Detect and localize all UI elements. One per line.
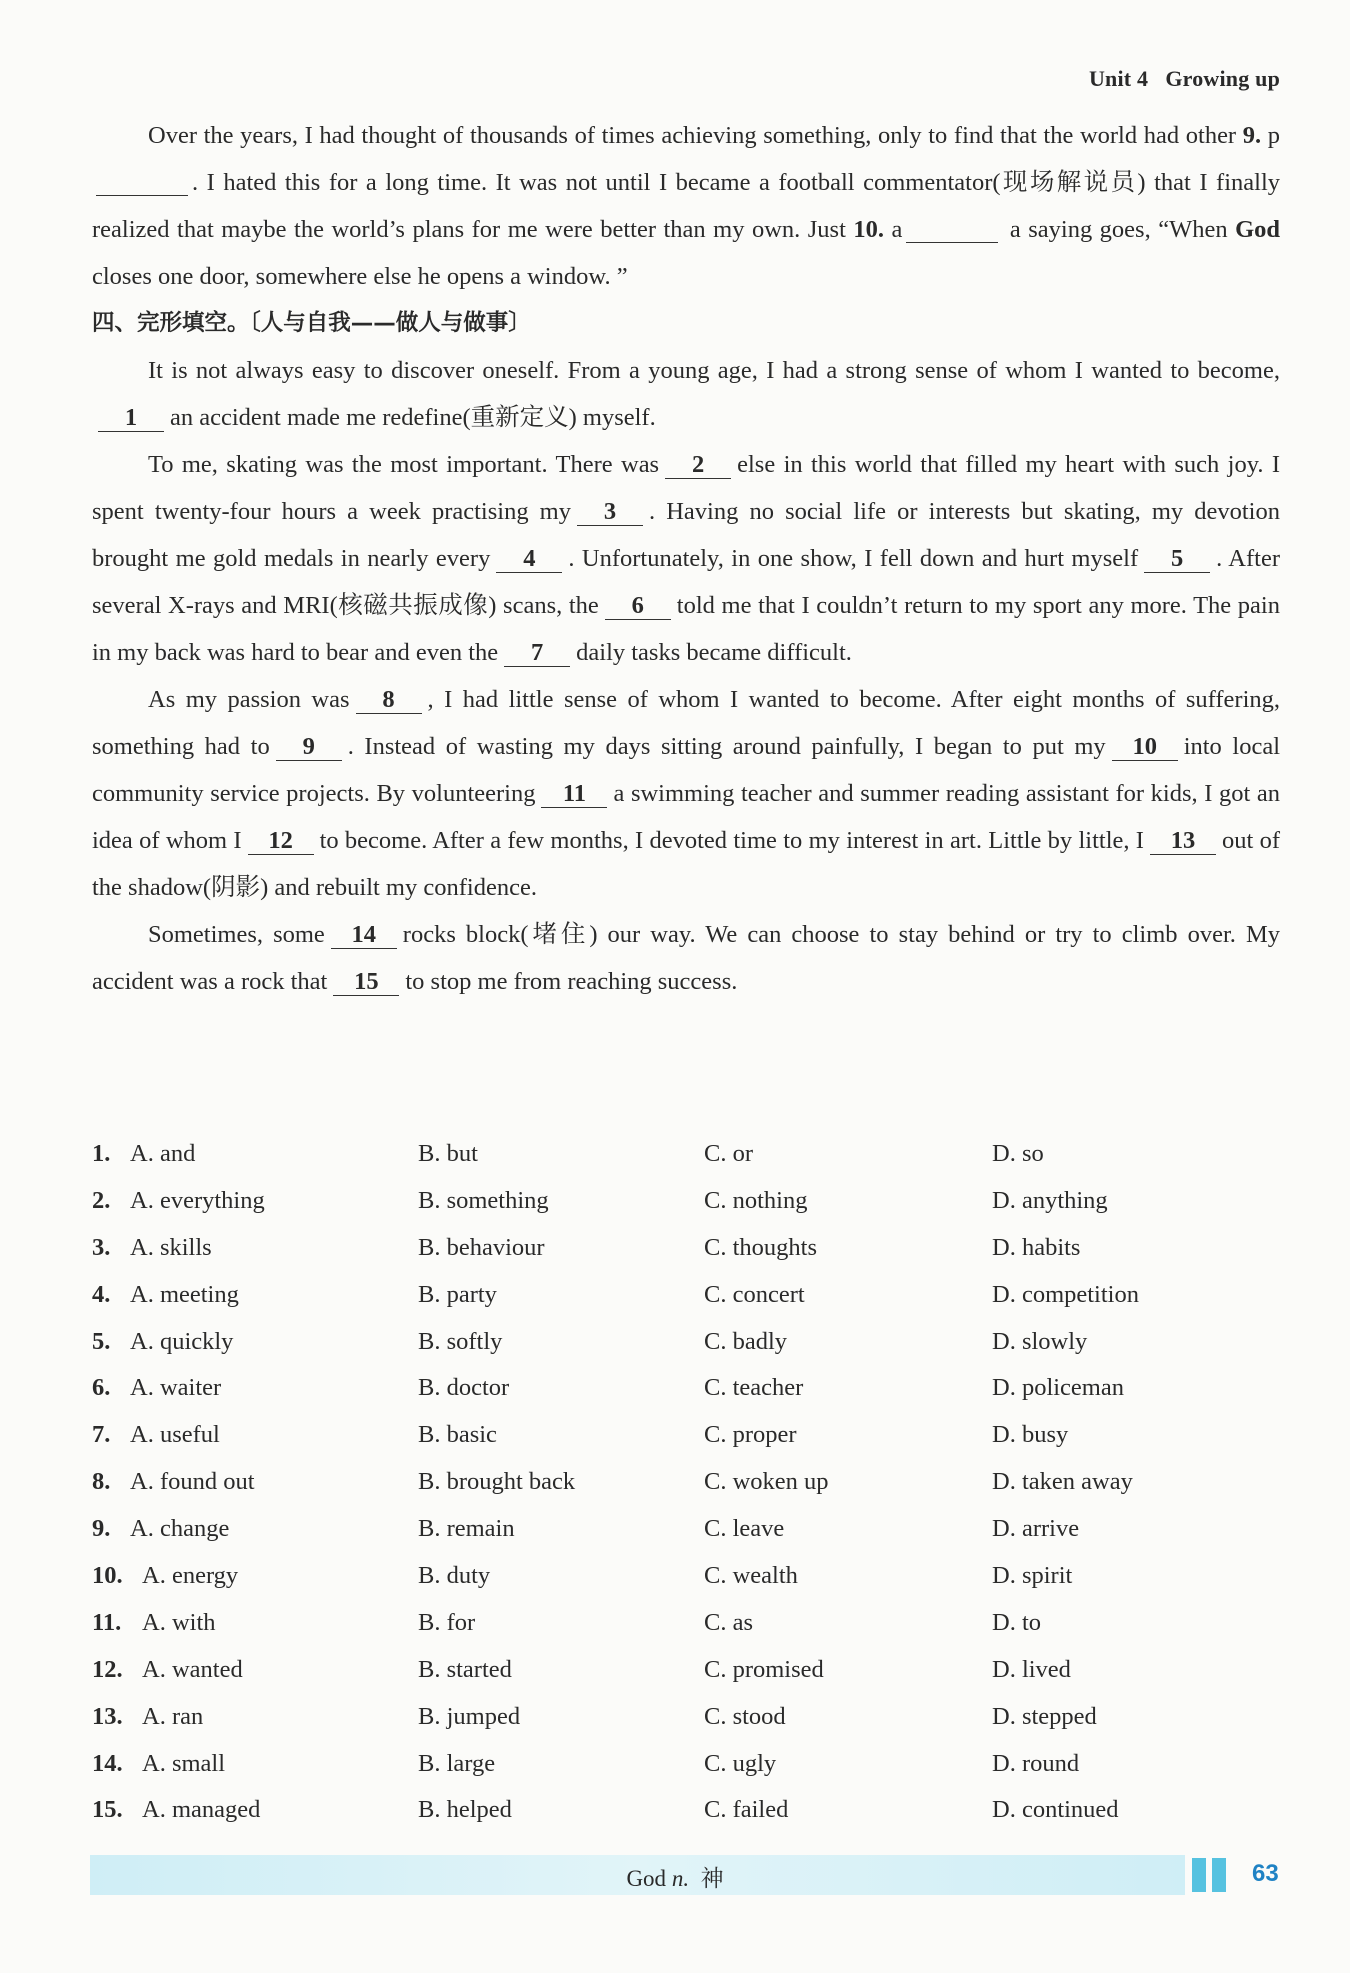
question-number: 10. [92, 1562, 123, 1590]
option-c[interactable]: C. ugly [704, 1749, 777, 1777]
option-d[interactable]: D. continued [992, 1796, 1119, 1824]
option-c[interactable]: C. failed [704, 1796, 789, 1824]
option-c[interactable]: C. proper [704, 1421, 797, 1449]
option-a[interactable]: A. with [142, 1608, 216, 1636]
option-b[interactable]: B. party [418, 1280, 497, 1308]
cloze-blank[interactable]: 4 [496, 546, 562, 573]
option-c[interactable]: C. concert [704, 1280, 805, 1308]
option-row [92, 1187, 1280, 1234]
option-c[interactable]: C. promised [704, 1655, 824, 1683]
option-row [92, 1328, 1280, 1375]
cloze-blank[interactable]: 3 [577, 499, 643, 526]
cloze-blank[interactable]: 13 [1150, 828, 1216, 855]
option-d[interactable]: D. arrive [992, 1515, 1080, 1543]
option-row [92, 1515, 1280, 1562]
page-bars-decoration [1192, 1858, 1232, 1897]
option-d[interactable]: D. lived [992, 1655, 1071, 1683]
option-a[interactable]: A. energy [142, 1562, 239, 1590]
question-number: 2. [92, 1186, 111, 1214]
unit-label: Unit 4 [1088, 66, 1149, 91]
option-row [92, 1750, 1280, 1797]
cloze-blank[interactable]: 5 [1144, 546, 1210, 573]
question-number: 9. [1242, 122, 1262, 149]
option-row [92, 1374, 1280, 1421]
option-a[interactable]: A. quickly [130, 1327, 234, 1355]
option-row [92, 1796, 1280, 1843]
option-a[interactable]: A. and [130, 1140, 196, 1167]
option-a[interactable]: A. waiter [130, 1374, 222, 1402]
option-c[interactable]: C. nothing [704, 1186, 808, 1214]
option-b[interactable]: B. remain [418, 1515, 515, 1543]
option-a[interactable]: A. managed [142, 1796, 261, 1824]
footer-vocab-note [0, 1860, 1350, 1893]
question-number: 1. [92, 1140, 111, 1167]
option-c[interactable]: C. as [704, 1608, 753, 1636]
question-number: 4. [92, 1280, 111, 1308]
option-a[interactable]: A. change [130, 1515, 230, 1543]
option-d[interactable]: D. anything [992, 1186, 1108, 1214]
option-b[interactable]: B. softly [418, 1327, 503, 1355]
option-b[interactable]: B. but [418, 1140, 478, 1167]
cloze-paragraph: To me, skating was the most important. There was 2 else in this world that filled my heart with such joy. I spent twenty-four hours a week practising my 3 . Having no social life or interests but skating, my devotion brought me gold medals in nearly every 4 . Unfortunately, in one show, I fell down and hurt myself 5 . After several X-rays and MRI(核磁共振成像) scans, the 6 told me that I couldn’t return to my sport any more. The pain in my back was hard to bear and even the 7 daily tasks became difficult. [92, 451, 1280, 666]
option-b[interactable]: B. for [418, 1608, 476, 1636]
question-number: 11. [92, 1608, 122, 1636]
option-d[interactable]: D. so [992, 1140, 1044, 1167]
page-header [1089, 66, 1280, 92]
question-number: 15. [92, 1796, 123, 1824]
option-c[interactable]: C. thoughts [704, 1233, 817, 1261]
option-b[interactable]: B. basic [418, 1421, 497, 1449]
option-a[interactable]: A. small [142, 1749, 226, 1777]
option-d[interactable]: D. spirit [992, 1562, 1073, 1590]
option-a[interactable]: A. found out [130, 1468, 255, 1496]
option-b[interactable]: B. brought back [418, 1468, 576, 1496]
option-d[interactable]: D. habits [992, 1233, 1081, 1261]
option-c[interactable]: C. stood [704, 1702, 786, 1730]
cloze-blank[interactable]: 6 [605, 593, 671, 620]
cloze-paragraph: As my passion was 8 , I had little sense of whom I wanted to become. After eight months of suffering, something had to 9 . Instead of wasting my days sitting around painfully, I began to put my 10 into local community service projects. By volunteering 11 a swimming teacher and summer reading assistant for kids, I got an idea of whom I 12 to become. After a few months, I devoted time to my interest in art. Little by little, I 13 out of the shadow(阴影) and rebuilt my confidence. [92, 686, 1281, 901]
fill-blank[interactable] [906, 218, 998, 243]
option-a[interactable]: A. meeting [130, 1280, 239, 1308]
option-c[interactable]: C. woken up [704, 1468, 829, 1496]
option-d[interactable]: D. policeman [992, 1374, 1124, 1402]
unit-title: Growing up [1165, 66, 1280, 91]
option-row [92, 1656, 1280, 1703]
option-d[interactable]: D. competition [992, 1280, 1139, 1308]
option-d[interactable]: D. to [992, 1608, 1041, 1636]
cloze-blank[interactable]: 11 [541, 781, 607, 808]
cloze-blank[interactable]: 15 [333, 969, 399, 996]
footer-word: God [626, 1866, 667, 1891]
option-d[interactable]: D. round [992, 1749, 1080, 1777]
option-b[interactable]: B. large [418, 1749, 496, 1777]
fill-blank[interactable] [96, 171, 188, 196]
option-c[interactable]: C. teacher [704, 1374, 804, 1402]
question-number: 3. [92, 1233, 111, 1261]
option-b[interactable]: B. duty [418, 1562, 491, 1590]
option-b[interactable]: B. something [418, 1186, 549, 1214]
page-number: 63 [1252, 1860, 1279, 1887]
question-number: 12. [92, 1655, 123, 1683]
option-a[interactable]: A. useful [130, 1421, 220, 1449]
option-d[interactable]: D. slowly [992, 1327, 1088, 1355]
footer-meaning: 神 [700, 1866, 724, 1891]
cloze-blank[interactable]: 1 [98, 405, 164, 432]
cloze-blank[interactable]: 9 [276, 734, 342, 761]
question-number: 5. [92, 1327, 111, 1355]
option-b[interactable]: B. jumped [418, 1702, 521, 1730]
cloze-blank[interactable]: 7 [504, 640, 570, 667]
option-c[interactable]: C. wealth [704, 1562, 798, 1590]
option-a[interactable]: A. wanted [142, 1655, 243, 1683]
cloze-blank[interactable]: 10 [1112, 734, 1178, 761]
question-number: 10. [853, 216, 884, 243]
option-b[interactable]: B. started [418, 1655, 512, 1683]
option-d[interactable]: D. stepped [992, 1702, 1097, 1730]
option-b[interactable]: B. doctor [418, 1374, 510, 1402]
cloze-paragraph: Sometimes, some 14 rocks block(堵住) our way. We can choose to stay behind or try to climb over. My accident was a rock that 15 to stop me from reaching success. [92, 921, 1280, 995]
cloze-blank[interactable]: 2 [665, 452, 731, 479]
main-content [92, 112, 1280, 1005]
option-row [92, 1703, 1280, 1750]
answer-options [92, 1140, 1280, 1843]
cloze-blank[interactable]: 8 [356, 687, 422, 714]
option-b[interactable]: B. behaviour [418, 1233, 545, 1261]
option-c[interactable]: C. or [704, 1140, 753, 1167]
option-c[interactable]: C. leave [704, 1515, 785, 1543]
option-row [92, 1234, 1280, 1281]
question-number: 9. [92, 1515, 111, 1543]
option-row [92, 1562, 1280, 1609]
question-number: 6. [92, 1374, 111, 1402]
section-title: 四、完形填空。〔人与自我——做人与做事〕 [92, 310, 531, 336]
option-row [92, 1281, 1280, 1328]
option-a[interactable]: A. ran [142, 1702, 204, 1730]
option-d[interactable]: D. busy [992, 1421, 1069, 1449]
option-row [92, 1421, 1280, 1468]
option-a[interactable]: A. everything [130, 1186, 265, 1214]
question-number: 14. [92, 1749, 123, 1777]
option-a[interactable]: A. skills [130, 1233, 212, 1261]
footer-pos: n. [671, 1866, 690, 1891]
question-number: 13. [92, 1702, 123, 1730]
option-row [92, 1468, 1280, 1515]
option-c[interactable]: C. badly [704, 1327, 788, 1355]
cloze-blank[interactable]: 12 [248, 828, 314, 855]
option-d[interactable]: D. taken away [992, 1468, 1133, 1496]
cloze-paragraph: It is not always easy to discover oneself. From a young age, I had a strong sense of whom I wanted to become,1 an accident made me redefine(重新定义) myself. [92, 347, 1280, 441]
cloze-blank[interactable]: 14 [331, 922, 397, 949]
option-row [92, 1140, 1280, 1187]
question-number: 8. [92, 1468, 111, 1496]
question-number: 7. [92, 1421, 111, 1449]
option-row [92, 1609, 1280, 1656]
passage-paragraph: Over the years, I had thought of thousands of times achieving something, only to find that the world had other 9. p . I hated this for a long time. It was not until I became a football commentator(现场解说员) that I finally realized that maybe the world’s plans for me were better than my own. Just 10. a a saying goes, “When God closes one door, somewhere else he opens a window. ” [92, 122, 1281, 290]
option-b[interactable]: B. helped [418, 1796, 512, 1824]
